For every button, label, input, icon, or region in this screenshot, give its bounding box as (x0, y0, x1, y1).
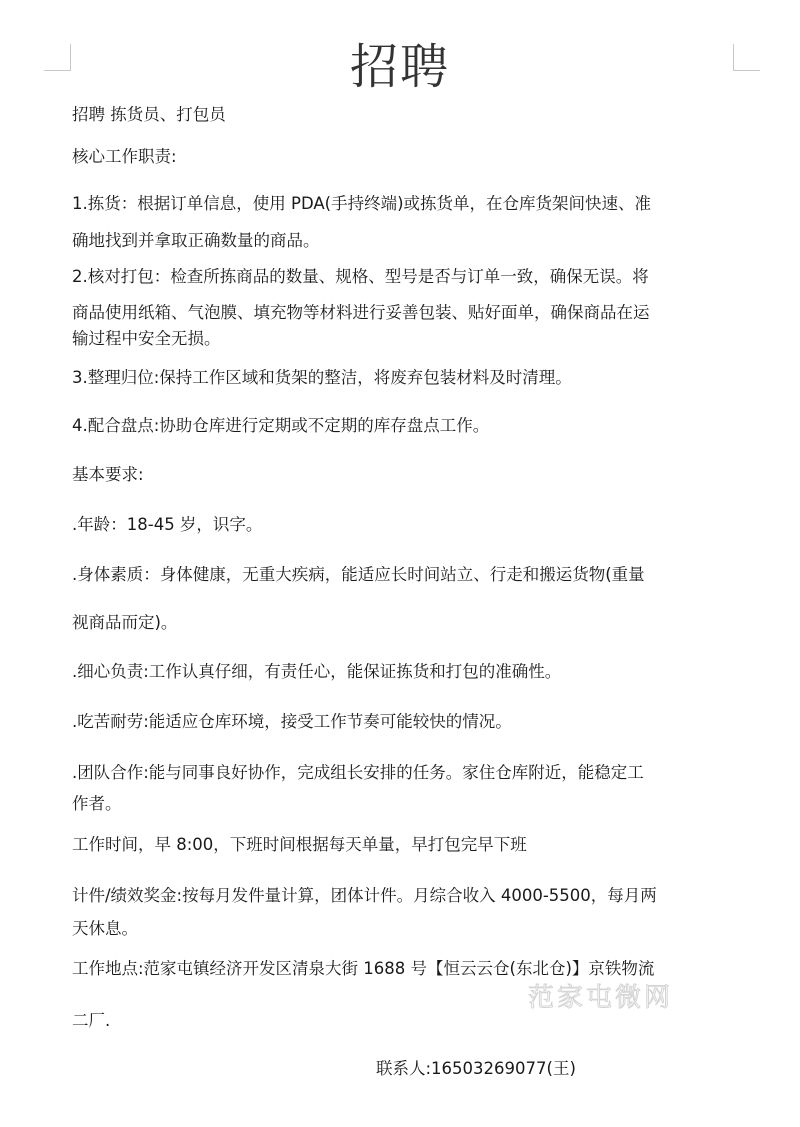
duty-line: 2.核对打包：检查所拣商品的数量、规格、型号是否与订单一致，确保无误。将 (72, 267, 649, 286)
job-headline: 招聘 拣货员、打包员 (72, 105, 226, 124)
requirement-line: .团队合作:能与同事良好协作，完成组长安排的任务。家住仓库附近，能稳定工 (72, 763, 644, 782)
duty-line: 3.整理归位:保持工作区域和货架的整洁，将废弃包装材料及时清理。 (72, 368, 572, 387)
document-title: 招聘 (349, 39, 450, 95)
requirement-line: 视商品而定)。 (72, 613, 178, 632)
watermark: 范家屯微网 (528, 983, 674, 1013)
work-time: 工作时间，早 8:00，下班时间根据每天单量，早打包完早下班 (72, 835, 527, 854)
duty-line: 4.配合盘点:协助仓库进行定期或不定期的库存盘点工作。 (72, 416, 490, 435)
location-line: 工作地点:范家屯镇经济开发区清泉大街 1688 号【恒云云仓(东北仓)】京铁物流 (72, 959, 655, 978)
duty-line: 1.拣货：根据订单信息，使用 PDA(手持终端)或拣货单，在仓库货架间快速、准 (72, 194, 652, 213)
duty-line: 输过程中安全无损。 (72, 329, 221, 348)
duty-line: 商品使用纸箱、气泡膜、填充物等材料进行妥善包装、贴好面单，确保商品在运 (72, 303, 650, 322)
pay-line: 天休息。 (72, 919, 138, 938)
duty-line: 确地找到并拿取正确数量的商品。 (72, 231, 320, 250)
requirements-heading: 基本要求: (72, 465, 144, 484)
requirement-line: .细心负责:工作认真仔细，有责任心，能保证拣货和打包的准确性。 (72, 662, 562, 681)
requirement-line: .吃苦耐劳:能适应仓库环境，接受工作节奏可能较快的情况。 (72, 712, 512, 731)
requirement-line: .年龄：18-45 岁，识字。 (72, 515, 263, 534)
duties-heading: 核心工作职责: (72, 147, 177, 166)
contact-line: 联系人:16503269077(王) (376, 1059, 576, 1078)
requirement-line: 作者。 (72, 794, 122, 813)
pay-line: 计件/绩效奖金:按每月发件量计算，团体计件。月综合收入 4000-5500，每月两 (72, 886, 657, 905)
location-line: 二厂. (72, 1011, 111, 1030)
requirement-line: .身体素质：身体健康，无重大疾病，能适应长时间站立、行走和搬运货物(重量 (72, 565, 645, 584)
